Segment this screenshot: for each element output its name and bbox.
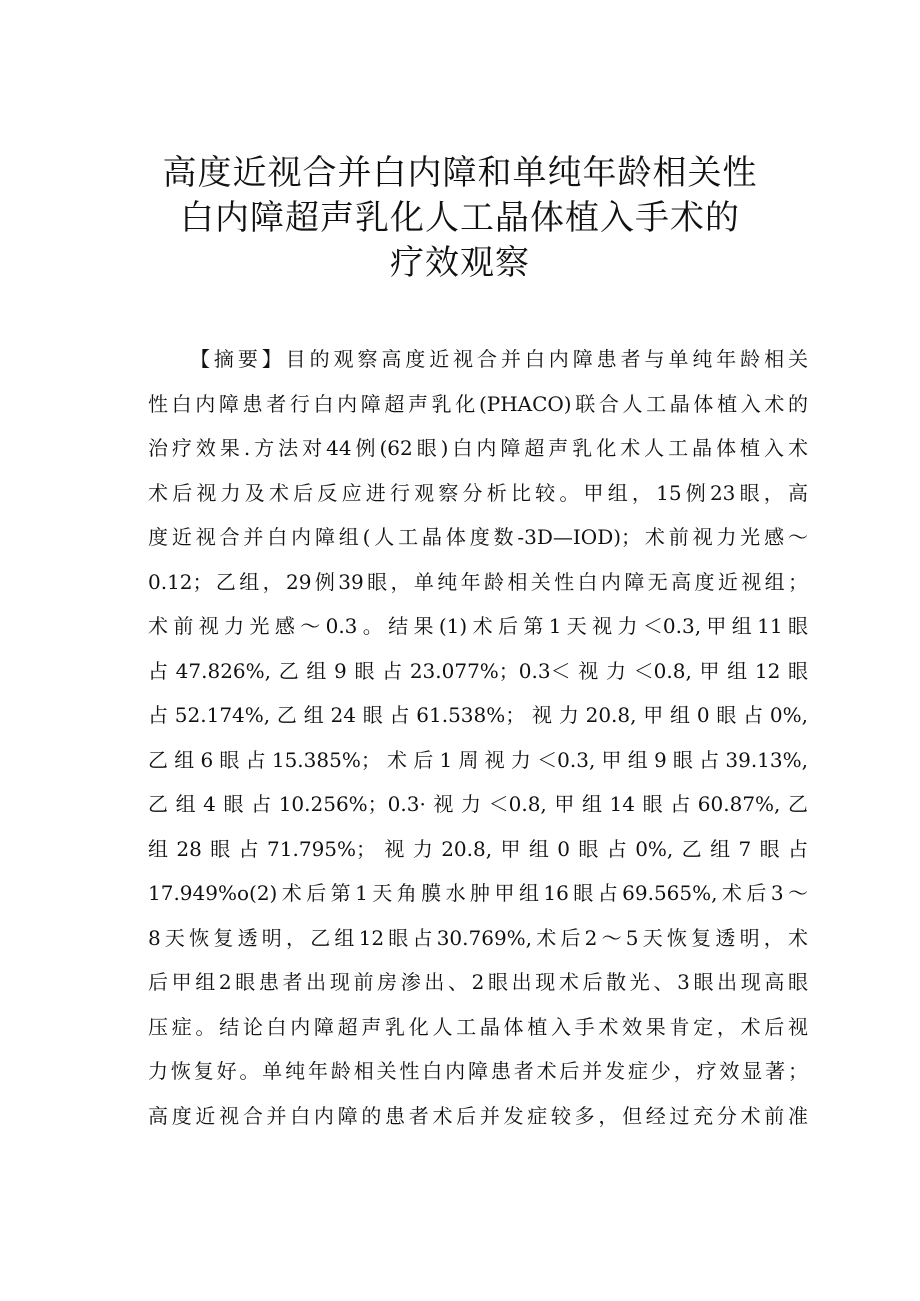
abstract-line: 术后视力及术后反应进行观察分析比较。甲组，15例23眼，高 [148,480,808,505]
title-line-2: 白内障超声乳化人工晶体植入手术的 [180,198,740,238]
abstract-line: 乙组6眼占15.385%；术后1周视力＜0.3,甲组9眼占39.13%, [148,747,808,772]
abstract-line: 度近视合并白内障组(人工晶体度数-3D—IOD)；术前视力光感～ [148,525,808,549]
abstract-line: 17.949%o(2)术后第1天角膜水肿甲组16眼占69.565%,术后3～ [148,881,808,905]
abstract-line: 术前视力光感～0.3。结果(1)术后第1天视力＜0.3,甲组11眼 [148,614,808,638]
abstract-line: 8天恢复透明，乙组12眼占30.769%,术后2～5天恢复透明，术 [148,925,808,950]
abstract-line: 力恢复好。单纯年龄相关性白内障患者术后并发症少，疗效显著； [148,1059,808,1083]
title-line-3: 疗效观察 [390,243,530,283]
abstract-paragraph [148,337,808,1138]
abstract-line: 乙组4眼占10.256%；0.3·视力＜0.8,甲组14眼占60.87%,乙 [148,792,808,816]
abstract-line: 组28眼占71.795%；视力20.8,甲组0眼占0%,乙组7眼占 [148,836,808,861]
abstract-line: 【摘要】目的观察高度近视合并白内障患者与单纯年龄相关 [190,347,808,371]
abstract-line: 性白内障患者行白内障超声乳化(PHACO)联合人工晶体植入术的 [148,391,808,416]
abstract-line: 后甲组2眼患者出现前房渗出、2眼出现术后散光、3眼出现高眼 [148,970,808,994]
abstract-line: 占52.174%,乙组24眼占61.538%；视力20.8,甲组0眼占0%, [148,703,808,727]
abstract-line: 高度近视合并白内障的患者术后并发症较多，但经过充分术前准 [148,1103,808,1128]
abstract-line: 0.12；乙组，29例39眼，单纯年龄相关性白内障无高度近视组； [148,569,808,594]
document-title [0,151,920,286]
title-line-1: 高度近视合并白内障和单纯年龄相关性 [162,153,758,193]
abstract-line: 治疗效果.方法对44例(62眼)白内障超声乳化术人工晶体植入术 [148,436,808,460]
abstract-line: 压症。结论白内障超声乳化人工晶体植入手术效果肯定，术后视 [148,1014,808,1039]
abstract-line: 占47.826%,乙组9眼占23.077%；0.3＜视力＜0.8,甲组12眼 [148,658,808,683]
